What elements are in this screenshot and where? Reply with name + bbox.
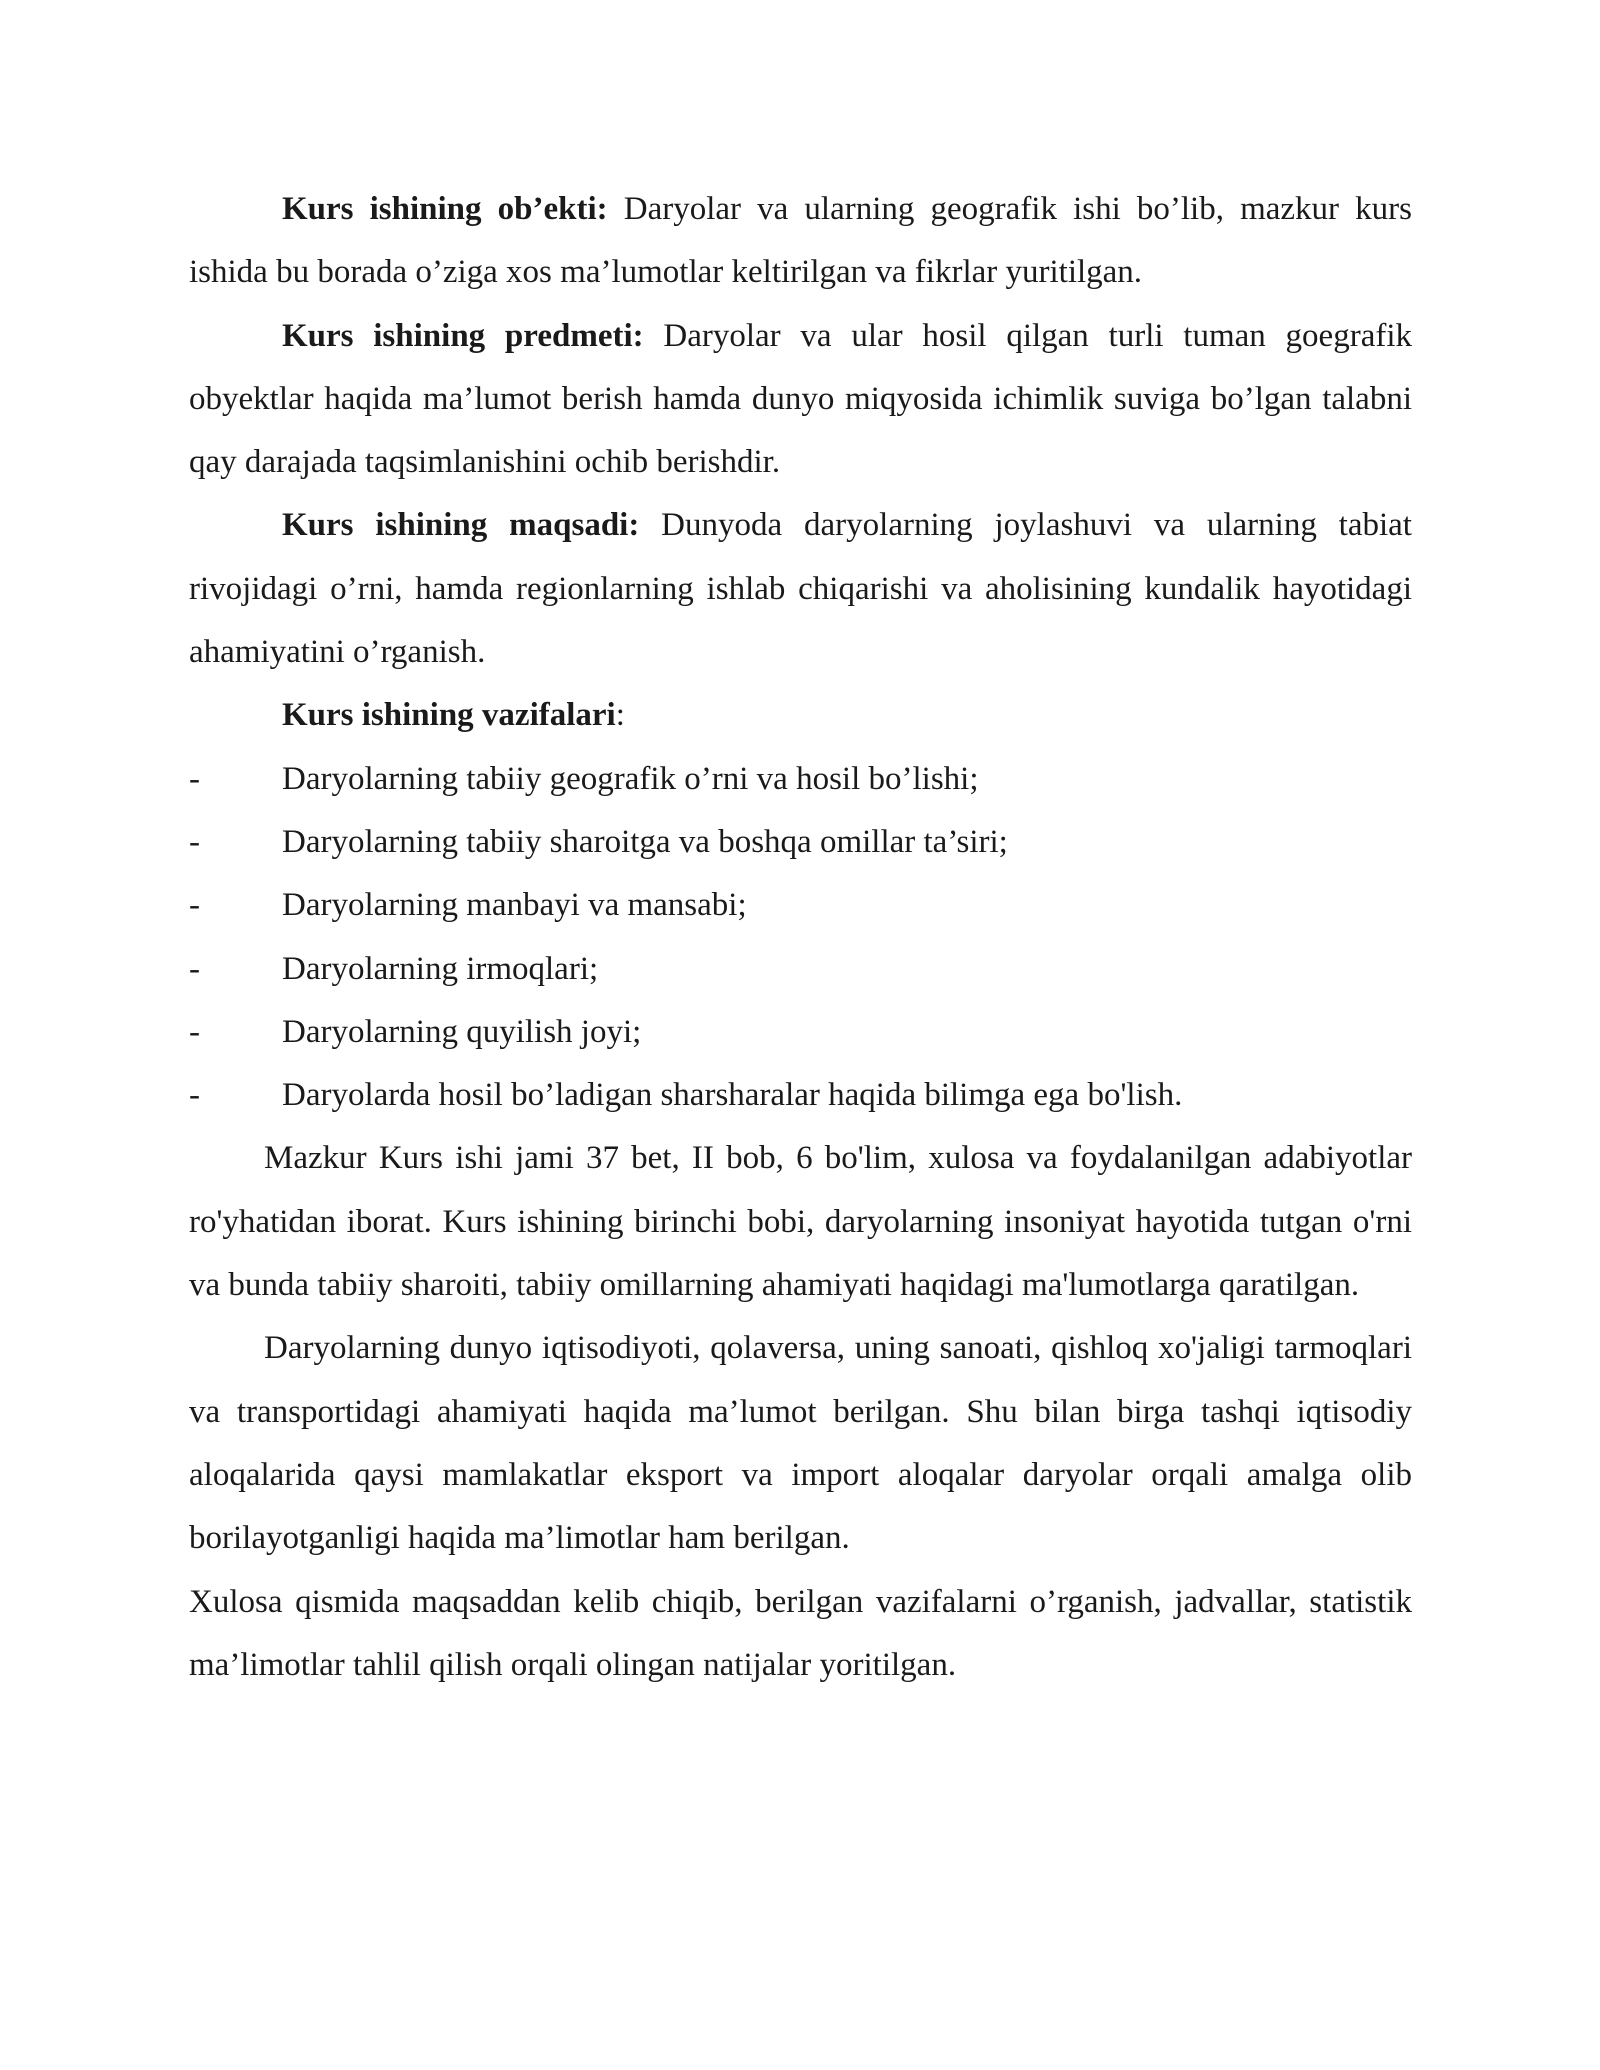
list-dash: -: [189, 823, 200, 860]
structure-paragraph: Mazkur Kurs ishi jami 37 bet, II bob, 6 bo'lim, xulosa va foydalanilgan adabiyotlar ro'yhatidan iborat. Kurs ishining birinchi bobi, daryolarning insoniyat hayotida tutgan o'rni va bunda tabiiy sharoiti, tabiiy omillarning ahamiyati haqidagi ma'lumotlarga qaratilgan.: [189, 1140, 1412, 1304]
object-text: Daryolar va ularning geografik ishi bo’lib, mazkur kurs ishida bu borada o’ziga xos ma’lumotlar keltirilgan va fikrlar yuritilgan.: [189, 191, 1412, 291]
goal-text: Dunyoda daryolarning joylashuvi va ularning tabiat rivojidagi o’rni, hamda regionlarning ishlab chiqarishi va aholisining kundalik hayotidagi ahamiyatini o’rganish.: [189, 507, 1412, 671]
list-item-text: Daryolarning irmoqlari;: [282, 950, 599, 987]
goal-paragraph: [189, 494, 1412, 684]
list-item: [189, 1001, 1412, 1064]
tasks-label: Kurs ishining vazifalari: [282, 697, 616, 734]
list-item: [189, 811, 1412, 874]
tasks-list: [189, 748, 1412, 1128]
list-item: [189, 1064, 1412, 1127]
object-label: Kurs ishining ob’ekti:: [282, 191, 608, 227]
list-item-text: Daryolarning manbayi va mansabi;: [282, 887, 747, 924]
subject-paragraph: [189, 305, 1412, 495]
object-paragraph: [189, 178, 1412, 305]
goal-label: Kurs ishining maqsadi:: [282, 507, 640, 544]
list-dash: -: [189, 950, 200, 987]
list-item: [189, 748, 1412, 811]
tasks-colon: :: [615, 697, 625, 734]
list-item: [189, 874, 1412, 937]
document-page: [189, 178, 1412, 1697]
subject-label: Kurs ishining predmeti:: [282, 317, 644, 354]
list-item-text: Daryolarning tabiiy sharoitga va boshqa omillar ta’siri;: [282, 823, 1008, 860]
list-item-text: Daryolarning quyilish joyi;: [282, 1013, 642, 1050]
list-dash: -: [189, 887, 200, 924]
list-dash: -: [189, 760, 200, 797]
list-item-text: Daryolarda hosil bo’ladigan sharsharalar haqida bilimga ega bo'lish.: [282, 1077, 1183, 1114]
list-item: [189, 938, 1412, 1001]
list-dash: -: [189, 1077, 200, 1114]
economy-paragraph: Daryolarning dunyo iqtisodiyoti, qolaversa, uning sanoati, qishloq xo'jaligi tarmoqlari va transportidagi ahamiyati haqida ma’lumot berilgan. Shu bilan birga tashqi iqtisodiy aloqalarida qaysi mamlakatlar eksport va import aloqalar daryolar orqali amalga olib borilayotganligi haqida ma’limotlar ham berilgan.: [189, 1330, 1412, 1557]
conclusion-paragraph: Xulosa qismida maqsaddan kelib chiqib, berilgan vazifalarni o’rganish, jadvallar, statistik ma’limotlar tahlil qilish orqali olingan natijalar yoritilgan.: [189, 1583, 1412, 1683]
subject-text: Daryolar va ular hosil qilgan turli tuman goegrafik obyektlar haqida ma’lumot berish hamda dunyo miqyosida ichimlik suviga bo’lgan talabni qay darajada taqsimlanishini ochib berishdir.: [189, 317, 1412, 481]
list-item-text: Daryolarning tabiiy geografik o’rni va hosil bo’lishi;: [282, 760, 979, 797]
tasks-heading: [189, 684, 1412, 747]
list-dash: -: [189, 1013, 200, 1050]
